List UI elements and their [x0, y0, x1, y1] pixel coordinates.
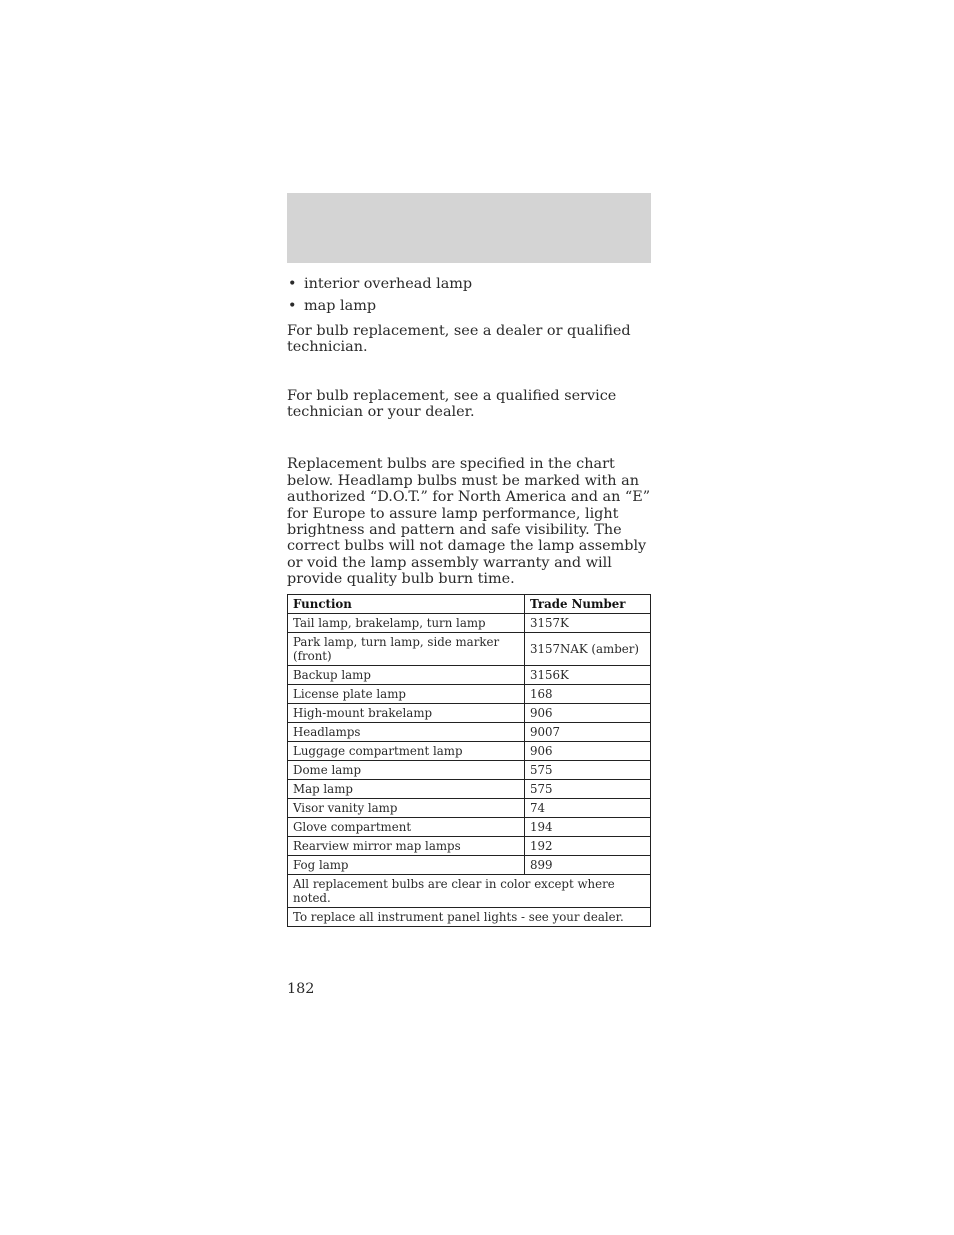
trade-number-cell: 906 [525, 704, 651, 723]
function-cell: License plate lamp [288, 685, 525, 704]
trade-number-cell: 3157NAK (amber) [525, 633, 651, 666]
note-clear-color: All replacement bulbs are clear in color except where noted. [288, 875, 651, 908]
trade-number-cell: 3156K [525, 666, 651, 685]
header-function: Function [288, 595, 525, 614]
trade-number-cell: 192 [525, 837, 651, 856]
trade-number-cell: 575 [525, 780, 651, 799]
table-note-row [288, 908, 651, 927]
bullet-icon: • [288, 276, 297, 292]
table-row [288, 780, 651, 799]
function-cell: Luggage compartment lamp [288, 742, 525, 761]
table-row [288, 742, 651, 761]
function-cell: High-mount brakelamp [288, 704, 525, 723]
function-cell: Headlamps [288, 723, 525, 742]
table-header-row [288, 595, 651, 614]
function-cell: Fog lamp [288, 856, 525, 875]
list-item [287, 298, 653, 314]
trade-number-cell: 194 [525, 818, 651, 837]
trade-number-cell: 3157K [525, 614, 651, 633]
trade-number-cell: 9007 [525, 723, 651, 742]
function-cell: Map lamp [288, 780, 525, 799]
list-item [287, 276, 653, 292]
function-cell: Tail lamp, brakelamp, turn lamp [288, 614, 525, 633]
trade-number-cell: 899 [525, 856, 651, 875]
table-row [288, 761, 651, 780]
function-cell: Rearview mirror map lamps [288, 837, 525, 856]
table-row [288, 723, 651, 742]
function-cell: Backup lamp [288, 666, 525, 685]
table-note-row [288, 875, 651, 908]
table-row [288, 856, 651, 875]
trade-number-cell: 575 [525, 761, 651, 780]
trade-number-cell: 168 [525, 685, 651, 704]
paragraph-service: For bulb replacement, see a qualified service technician or your dealer. [287, 387, 617, 421]
list-item-text: interior overhead lamp [304, 276, 473, 292]
function-cell: Glove compartment [288, 818, 525, 837]
table-row [288, 614, 651, 633]
note-instrument-panel: To replace all instrument panel lights - see your dealer. [288, 908, 651, 927]
table-row [288, 685, 651, 704]
trade-number-cell: 906 [525, 742, 651, 761]
table-row [288, 704, 651, 723]
paragraph-dealer: For bulb replacement, see a dealer or qualified technician. [287, 322, 631, 356]
header-trade-number: Trade Number [525, 595, 651, 614]
bullet-icon: • [288, 298, 297, 315]
table-row [288, 666, 651, 685]
function-cell: Visor vanity lamp [288, 799, 525, 818]
bullet-list [287, 276, 653, 315]
body-content [287, 276, 653, 588]
list-item-text: map lamp [304, 298, 377, 315]
function-cell: Dome lamp [288, 761, 525, 780]
trade-number-cell: 74 [525, 799, 651, 818]
section-header-band [287, 193, 651, 263]
table-row [288, 633, 651, 666]
table-row [288, 799, 651, 818]
table-row [288, 837, 651, 856]
function-cell: Park lamp, turn lamp, side marker (front) [288, 633, 525, 666]
bulb-table [287, 594, 651, 927]
table-row [288, 818, 651, 837]
paragraph-chart-intro: Replacement bulbs are specified in the chart below. Headlamp bulbs must be marked with an authorized “D.O.T.” for North America and an “E” for Europe to assure lamp performance, light brightness and pattern and safe visibility. The correct bulbs will not damage the lamp assembly or void the lamp assembly warranty and will provide quality bulb burn time. [287, 456, 651, 588]
page-number: 182 [287, 981, 315, 997]
